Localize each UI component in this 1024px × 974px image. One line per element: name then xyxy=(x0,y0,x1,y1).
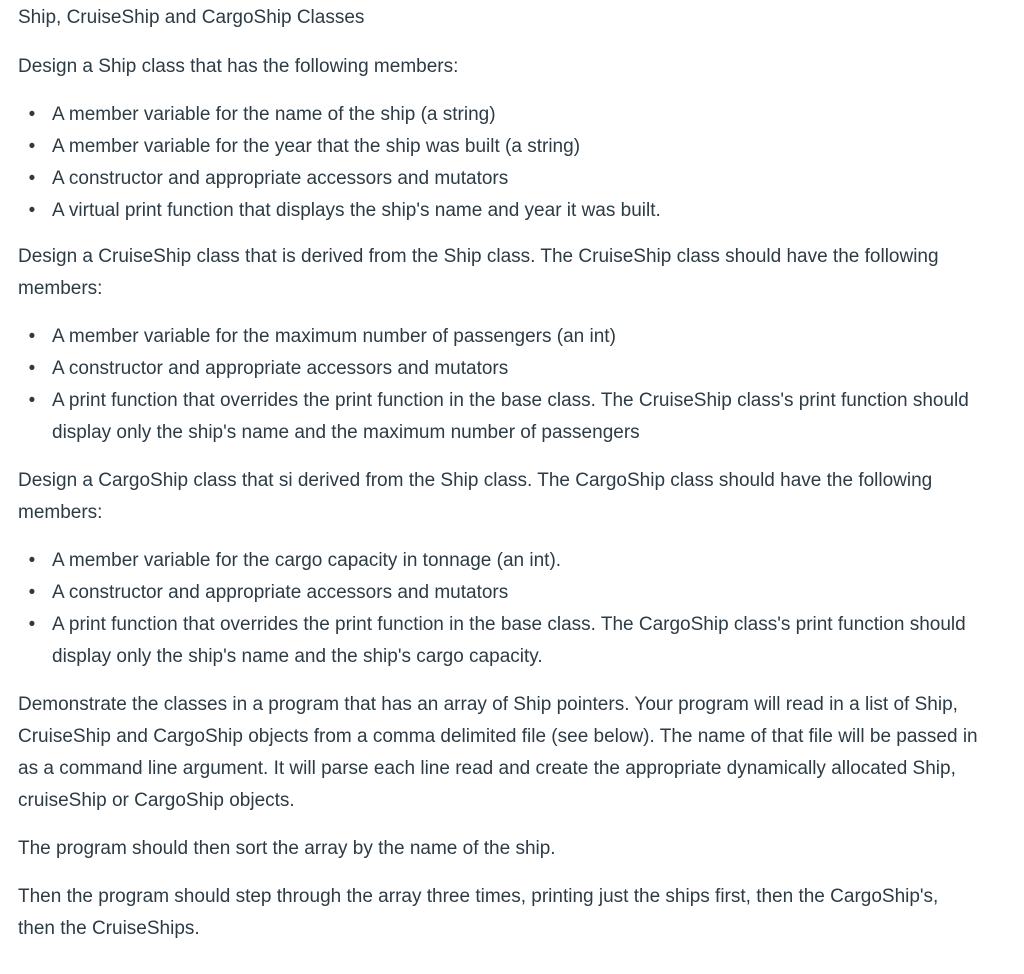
page-title: Ship, CruiseShip and CargoShip Classes xyxy=(18,7,365,28)
list-item: • A constructor and appropriate accessors and mutators xyxy=(52,163,978,195)
print-paragraph: Then the program should step through the array three times, printing just the ships first, then the CargoShip's, then the CruiseShips. xyxy=(18,886,939,939)
cargo-intro: Design a CargoShip class that si derived from the Ship class. The CargoShip class should have the following members: xyxy=(18,470,933,523)
cruise-members-list xyxy=(18,321,978,449)
list-item: • A member variable for the year that the ship was built (a string) xyxy=(52,131,978,163)
bullet-icon: • xyxy=(28,168,36,189)
demo-paragraph: Demonstrate the classes in a program that has an array of Ship pointers. Your program will read in a list of Ship, CruiseShip and CargoShip objects from a comma delimited file (see below). The name of that file will be passed in as a command line argument. It will parse each line read and create the appropriate dynamically allocated Ship, cruiseShip or CargoShip objects. xyxy=(18,694,978,811)
cargo-members-list xyxy=(18,545,978,673)
list-item: • A member variable for the name of the ship (a string) xyxy=(52,99,978,131)
list-item: • A print function that overrides the print function in the base class. The CargoShip class's print function should display only the ship's name and the ship's cargo capacity. xyxy=(52,609,978,673)
bullet-icon: • xyxy=(28,358,36,379)
list-item: • A constructor and appropriate accessors and mutators xyxy=(52,353,978,385)
ship-members-list xyxy=(18,99,978,227)
bullet-icon: • xyxy=(28,582,36,603)
list-item: • A constructor and appropriate accessors and mutators xyxy=(52,577,978,609)
list-item: • A member variable for the cargo capacity in tonnage (an int). xyxy=(52,545,978,577)
sort-paragraph: The program should then sort the array by the name of the ship. xyxy=(18,838,556,859)
ship-intro: Design a Ship class that has the following members: xyxy=(18,56,459,77)
bullet-icon: • xyxy=(28,200,36,221)
bullet-icon: • xyxy=(28,614,36,635)
bullet-icon: • xyxy=(28,390,36,411)
list-item: • A member variable for the maximum number of passengers (an int) xyxy=(52,321,978,353)
cruise-intro: Design a CruiseShip class that is derived from the Ship class. The CruiseShip class should have the following members: xyxy=(18,246,939,299)
list-item: • A print function that overrides the print function in the base class. The CruiseShip class's print function should display only the ship's name and the maximum number of passengers xyxy=(52,385,978,449)
list-item: • A virtual print function that displays the ship's name and year it was built. xyxy=(52,195,978,227)
bullet-icon: • xyxy=(28,136,36,157)
bullet-icon: • xyxy=(28,326,36,347)
bullet-icon: • xyxy=(28,550,36,571)
bullet-icon: • xyxy=(28,104,36,125)
